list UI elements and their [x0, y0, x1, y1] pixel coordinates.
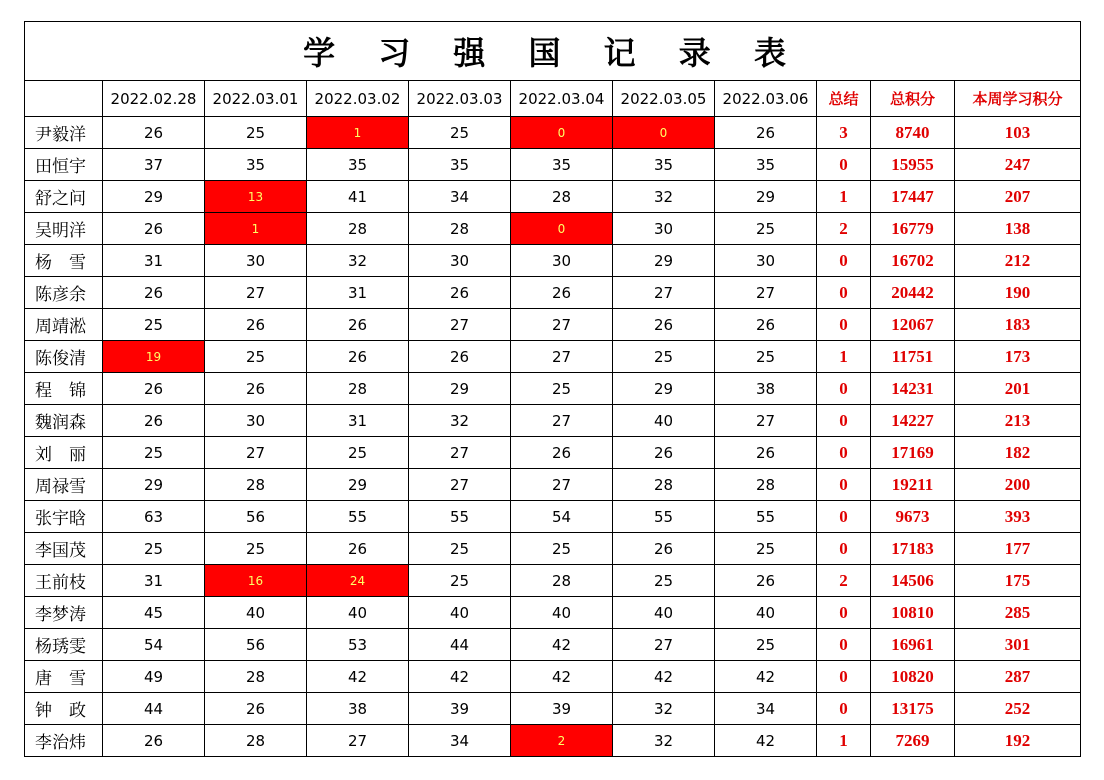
- score-cell: 42: [511, 661, 613, 693]
- table-row: [25, 469, 1081, 501]
- weekly-cell: 182: [955, 437, 1081, 469]
- score-cell: 34: [409, 181, 511, 213]
- score-cell: 27: [511, 341, 613, 373]
- total-cell: 14227: [871, 405, 955, 437]
- table-row: [25, 341, 1081, 373]
- table-row: [25, 309, 1081, 341]
- table-row: [25, 117, 1081, 149]
- score-cell: 42: [409, 661, 511, 693]
- header-date: 2022.03.05: [613, 81, 715, 117]
- score-cell: 27: [409, 469, 511, 501]
- total-cell: 11751: [871, 341, 955, 373]
- score-cell: 34: [715, 693, 817, 725]
- score-cell: 26: [511, 277, 613, 309]
- header-date: 2022.03.04: [511, 81, 613, 117]
- score-cell: 25: [103, 309, 205, 341]
- score-cell: 26: [715, 309, 817, 341]
- score-cell: 35: [409, 149, 511, 181]
- score-cell: 25: [103, 533, 205, 565]
- score-cell: 42: [511, 629, 613, 661]
- score-cell: 40: [511, 597, 613, 629]
- score-cell: 27: [409, 309, 511, 341]
- score-cell: 30: [409, 245, 511, 277]
- weekly-cell: 192: [955, 725, 1081, 757]
- score-cell: 56: [205, 501, 307, 533]
- score-cell: 45: [103, 597, 205, 629]
- table-row: [25, 437, 1081, 469]
- summary-cell: 0: [817, 501, 871, 533]
- table-row: [25, 533, 1081, 565]
- member-name: 田恒宇: [25, 149, 103, 181]
- score-cell: 28: [307, 213, 409, 245]
- total-cell: 10820: [871, 661, 955, 693]
- score-cell: 27: [205, 277, 307, 309]
- score-cell: 25: [715, 341, 817, 373]
- table-row: [25, 149, 1081, 181]
- score-cell: 26: [103, 373, 205, 405]
- score-cell: 27: [409, 437, 511, 469]
- score-cell: 35: [613, 149, 715, 181]
- total-cell: 14231: [871, 373, 955, 405]
- score-cell: 25: [409, 533, 511, 565]
- header-summary: 总结: [817, 81, 871, 117]
- score-cell: 25: [511, 373, 613, 405]
- total-cell: 13175: [871, 693, 955, 725]
- summary-cell: 1: [817, 341, 871, 373]
- weekly-cell: 201: [955, 373, 1081, 405]
- summary-cell: 0: [817, 309, 871, 341]
- total-cell: 17169: [871, 437, 955, 469]
- score-cell: 54: [103, 629, 205, 661]
- score-cell: 28: [511, 181, 613, 213]
- score-cell: 25: [205, 341, 307, 373]
- flagged-score-cell: 16: [205, 565, 307, 597]
- header-total: 总积分: [871, 81, 955, 117]
- weekly-cell: 212: [955, 245, 1081, 277]
- table-row: [25, 181, 1081, 213]
- score-cell: 40: [307, 597, 409, 629]
- score-cell: 38: [715, 373, 817, 405]
- score-cell: 49: [103, 661, 205, 693]
- member-name: 李梦涛: [25, 597, 103, 629]
- member-name: 李治炜: [25, 725, 103, 757]
- table-row: [25, 629, 1081, 661]
- score-cell: 32: [613, 693, 715, 725]
- score-cell: 34: [409, 725, 511, 757]
- score-cell: 53: [307, 629, 409, 661]
- table-row: [25, 277, 1081, 309]
- title-row: [25, 22, 1081, 81]
- member-name: 杨 雪: [25, 245, 103, 277]
- member-name: 尹毅洋: [25, 117, 103, 149]
- summary-cell: 1: [817, 181, 871, 213]
- score-cell: 28: [205, 661, 307, 693]
- score-cell: 55: [307, 501, 409, 533]
- score-cell: 25: [103, 437, 205, 469]
- total-cell: 19211: [871, 469, 955, 501]
- weekly-cell: 138: [955, 213, 1081, 245]
- summary-cell: 1: [817, 725, 871, 757]
- score-cell: 25: [409, 117, 511, 149]
- header-date: 2022.03.02: [307, 81, 409, 117]
- member-name: 王前枝: [25, 565, 103, 597]
- score-cell: 27: [613, 629, 715, 661]
- score-cell: 27: [715, 405, 817, 437]
- score-cell: 31: [103, 245, 205, 277]
- weekly-cell: 190: [955, 277, 1081, 309]
- score-cell: 26: [205, 373, 307, 405]
- summary-cell: 0: [817, 149, 871, 181]
- summary-cell: 2: [817, 565, 871, 597]
- score-cell: 30: [715, 245, 817, 277]
- score-cell: 26: [103, 117, 205, 149]
- score-cell: 25: [409, 565, 511, 597]
- total-cell: 7269: [871, 725, 955, 757]
- flagged-score-cell: 13: [205, 181, 307, 213]
- score-cell: 32: [307, 245, 409, 277]
- score-cell: 63: [103, 501, 205, 533]
- score-cell: 28: [205, 725, 307, 757]
- table-row: [25, 501, 1081, 533]
- score-cell: 30: [511, 245, 613, 277]
- score-cell: 39: [409, 693, 511, 725]
- score-cell: 28: [613, 469, 715, 501]
- score-cell: 30: [205, 245, 307, 277]
- score-cell: 25: [715, 533, 817, 565]
- summary-cell: 0: [817, 469, 871, 501]
- total-cell: 14506: [871, 565, 955, 597]
- flagged-score-cell: 0: [511, 213, 613, 245]
- score-cell: 32: [613, 181, 715, 213]
- table-row: [25, 725, 1081, 757]
- score-cell: 26: [715, 437, 817, 469]
- score-cell: 29: [613, 373, 715, 405]
- member-name: 周禄雪: [25, 469, 103, 501]
- table-row: [25, 693, 1081, 725]
- score-cell: 40: [205, 597, 307, 629]
- flagged-score-cell: 19: [103, 341, 205, 373]
- score-cell: 25: [715, 213, 817, 245]
- weekly-cell: 177: [955, 533, 1081, 565]
- score-cell: 35: [307, 149, 409, 181]
- score-cell: 42: [307, 661, 409, 693]
- score-cell: 25: [307, 437, 409, 469]
- summary-cell: 3: [817, 117, 871, 149]
- table-row: [25, 373, 1081, 405]
- member-name: 唐 雪: [25, 661, 103, 693]
- score-cell: 26: [613, 533, 715, 565]
- flagged-score-cell: 0: [613, 117, 715, 149]
- table-row: [25, 661, 1081, 693]
- score-cell: 56: [205, 629, 307, 661]
- score-cell: 37: [103, 149, 205, 181]
- total-cell: 10810: [871, 597, 955, 629]
- score-cell: 28: [205, 469, 307, 501]
- score-cell: 55: [409, 501, 511, 533]
- score-cell: 31: [307, 405, 409, 437]
- score-cell: 29: [613, 245, 715, 277]
- member-name: 舒之问: [25, 181, 103, 213]
- score-cell: 29: [103, 469, 205, 501]
- total-cell: 20442: [871, 277, 955, 309]
- score-cell: 27: [613, 277, 715, 309]
- score-cell: 32: [613, 725, 715, 757]
- weekly-cell: 207: [955, 181, 1081, 213]
- table-row: [25, 597, 1081, 629]
- total-cell: 12067: [871, 309, 955, 341]
- score-cell: 35: [715, 149, 817, 181]
- header-weekly: 本周学习积分: [955, 81, 1081, 117]
- total-cell: 17447: [871, 181, 955, 213]
- weekly-cell: 287: [955, 661, 1081, 693]
- score-cell: 29: [307, 469, 409, 501]
- weekly-cell: 285: [955, 597, 1081, 629]
- table-row: [25, 565, 1081, 597]
- score-cell: 27: [715, 277, 817, 309]
- flagged-score-cell: 2: [511, 725, 613, 757]
- score-cell: 28: [511, 565, 613, 597]
- score-cell: 32: [409, 405, 511, 437]
- summary-cell: 0: [817, 629, 871, 661]
- weekly-cell: 200: [955, 469, 1081, 501]
- score-cell: 26: [205, 693, 307, 725]
- header-row: [25, 81, 1081, 117]
- score-cell: 26: [103, 405, 205, 437]
- header-date: 2022.03.06: [715, 81, 817, 117]
- weekly-cell: 247: [955, 149, 1081, 181]
- score-cell: 26: [511, 437, 613, 469]
- score-cell: 25: [613, 341, 715, 373]
- score-cell: 40: [715, 597, 817, 629]
- member-name: 吴明洋: [25, 213, 103, 245]
- header-date: 2022.02.28: [103, 81, 205, 117]
- score-cell: 42: [613, 661, 715, 693]
- score-cell: 25: [613, 565, 715, 597]
- weekly-cell: 103: [955, 117, 1081, 149]
- score-cell: 44: [409, 629, 511, 661]
- table-title: 学 习 强 国 记 录 表: [25, 22, 1081, 81]
- score-cell: 35: [205, 149, 307, 181]
- score-cell: 27: [511, 469, 613, 501]
- score-cell: 26: [103, 277, 205, 309]
- total-cell: 8740: [871, 117, 955, 149]
- member-name: 李国茂: [25, 533, 103, 565]
- score-cell: 26: [103, 725, 205, 757]
- member-name: 钟 政: [25, 693, 103, 725]
- flagged-score-cell: 24: [307, 565, 409, 597]
- member-name: 魏润森: [25, 405, 103, 437]
- score-cell: 26: [103, 213, 205, 245]
- weekly-cell: 393: [955, 501, 1081, 533]
- weekly-cell: 175: [955, 565, 1081, 597]
- score-cell: 30: [205, 405, 307, 437]
- score-cell: 26: [307, 533, 409, 565]
- score-cell: 28: [409, 213, 511, 245]
- score-cell: 44: [103, 693, 205, 725]
- score-cell: 30: [613, 213, 715, 245]
- weekly-cell: 183: [955, 309, 1081, 341]
- summary-cell: 0: [817, 533, 871, 565]
- score-cell: 26: [307, 309, 409, 341]
- score-cell: 29: [103, 181, 205, 213]
- score-cell: 31: [307, 277, 409, 309]
- score-cell: 54: [511, 501, 613, 533]
- member-name: 杨琇雯: [25, 629, 103, 661]
- score-cell: 25: [205, 533, 307, 565]
- score-cell: 26: [409, 341, 511, 373]
- flagged-score-cell: 0: [511, 117, 613, 149]
- flagged-score-cell: 1: [205, 213, 307, 245]
- total-cell: 16961: [871, 629, 955, 661]
- score-cell: 35: [511, 149, 613, 181]
- summary-cell: 0: [817, 437, 871, 469]
- summary-cell: 0: [817, 597, 871, 629]
- weekly-cell: 252: [955, 693, 1081, 725]
- score-cell: 26: [307, 341, 409, 373]
- member-name: 陈彦余: [25, 277, 103, 309]
- member-name: 程 锦: [25, 373, 103, 405]
- score-cell: 25: [511, 533, 613, 565]
- weekly-cell: 173: [955, 341, 1081, 373]
- score-cell: 27: [511, 405, 613, 437]
- summary-cell: 0: [817, 373, 871, 405]
- score-cell: 25: [205, 117, 307, 149]
- score-cell: 38: [307, 693, 409, 725]
- score-cell: 29: [409, 373, 511, 405]
- score-cell: 25: [715, 629, 817, 661]
- header-date: 2022.03.03: [409, 81, 511, 117]
- weekly-cell: 213: [955, 405, 1081, 437]
- score-cell: 39: [511, 693, 613, 725]
- score-cell: 40: [613, 405, 715, 437]
- member-name: 陈俊清: [25, 341, 103, 373]
- score-cell: 26: [613, 309, 715, 341]
- weekly-cell: 301: [955, 629, 1081, 661]
- score-cell: 40: [613, 597, 715, 629]
- score-cell: 26: [205, 309, 307, 341]
- score-cell: 55: [613, 501, 715, 533]
- total-cell: 16779: [871, 213, 955, 245]
- score-cell: 42: [715, 725, 817, 757]
- summary-cell: 0: [817, 405, 871, 437]
- member-name: 周靖淞: [25, 309, 103, 341]
- total-cell: 17183: [871, 533, 955, 565]
- score-cell: 26: [613, 437, 715, 469]
- score-cell: 27: [307, 725, 409, 757]
- table-row: [25, 245, 1081, 277]
- summary-cell: 0: [817, 277, 871, 309]
- summary-cell: 0: [817, 661, 871, 693]
- score-cell: 40: [409, 597, 511, 629]
- header-name: [25, 81, 103, 117]
- score-cell: 27: [205, 437, 307, 469]
- header-date: 2022.03.01: [205, 81, 307, 117]
- score-cell: 55: [715, 501, 817, 533]
- score-cell: 29: [715, 181, 817, 213]
- total-cell: 16702: [871, 245, 955, 277]
- score-cell: 31: [103, 565, 205, 597]
- member-name: 刘 丽: [25, 437, 103, 469]
- summary-cell: 2: [817, 213, 871, 245]
- score-cell: 27: [511, 309, 613, 341]
- score-cell: 41: [307, 181, 409, 213]
- score-cell: 42: [715, 661, 817, 693]
- record-table: [24, 21, 1081, 757]
- summary-cell: 0: [817, 693, 871, 725]
- total-cell: 9673: [871, 501, 955, 533]
- total-cell: 15955: [871, 149, 955, 181]
- score-cell: 28: [715, 469, 817, 501]
- score-cell: 26: [715, 565, 817, 597]
- member-name: 张宇晗: [25, 501, 103, 533]
- table-row: [25, 213, 1081, 245]
- score-cell: 28: [307, 373, 409, 405]
- score-cell: 26: [409, 277, 511, 309]
- summary-cell: 0: [817, 245, 871, 277]
- score-cell: 26: [715, 117, 817, 149]
- flagged-score-cell: 1: [307, 117, 409, 149]
- table-row: [25, 405, 1081, 437]
